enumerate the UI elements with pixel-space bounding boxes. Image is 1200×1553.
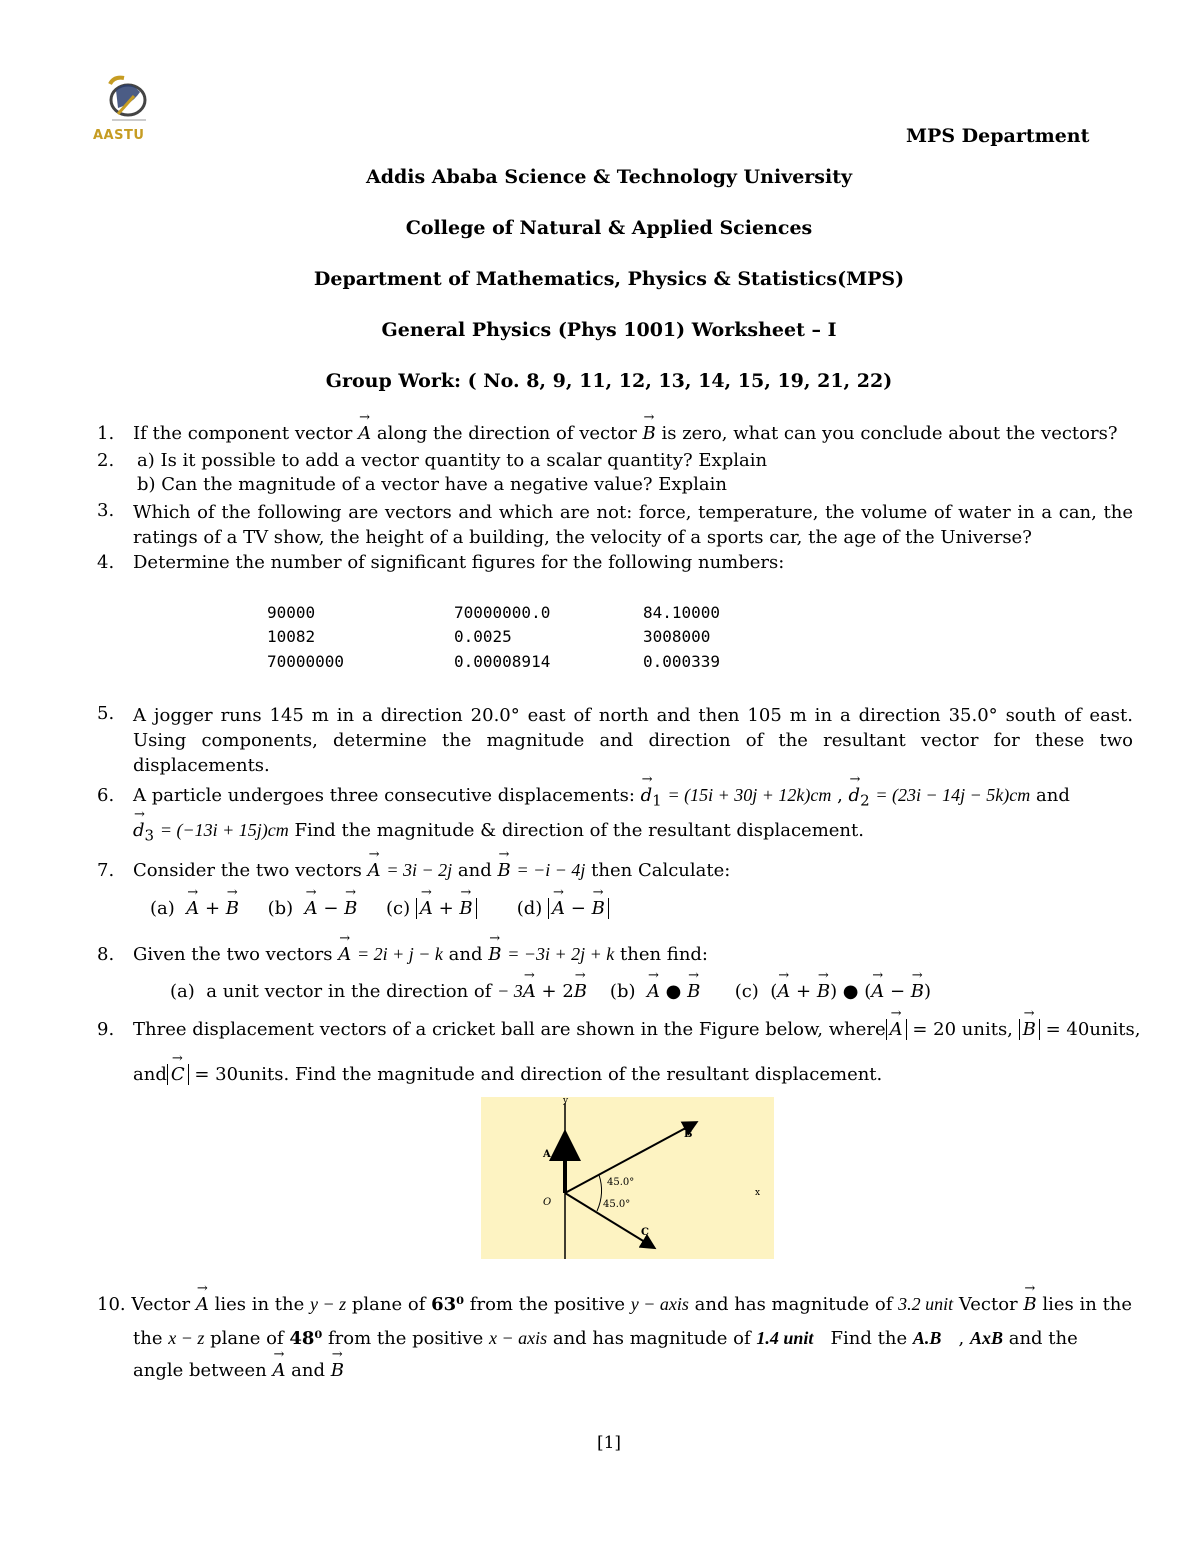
group-work: Group Work: ( No. 8, 9, 11, 12, 13, 14, 15, 19, 21, 22) <box>325 370 893 392</box>
angle-arc <box>597 1175 602 1211</box>
sigfig-value: 84.10000 <box>643 603 721 622</box>
x-axis-label: x <box>755 1188 761 1198</box>
question-9-line1: Three displacement vectors of a cricket ball are shown in the Figure below, where→ A = 20 units, → B = 40units, <box>133 1019 1140 1040</box>
question-4: Determine the number of significant figures for the following numbers: <box>133 552 785 573</box>
question-8-parts: (a) a unit vector in the direction of − 3→ A + 2→ B (b) → A ● → B (c) (→ A + → B) ● (→ A − → B) <box>170 981 931 1002</box>
question-number: 8. <box>97 944 115 965</box>
angle-label-1: 45.0° <box>607 1177 635 1188</box>
sigfig-value: 0.00008914 <box>454 652 551 671</box>
department-name: Department of Mathematics, Physics & Statistics(MPS) <box>313 268 905 290</box>
sigfig-value: 70000000 <box>267 652 345 671</box>
sigfig-value: 3008000 <box>643 627 711 646</box>
sigfig-value: 0.000339 <box>643 652 721 671</box>
question-10-line3: angle between → A and → B <box>133 1360 344 1381</box>
question-number: 2. <box>97 450 115 471</box>
question-number: 3. <box>97 500 115 521</box>
sigfig-value: 70000000.0 <box>454 603 551 622</box>
vector-a-label: A <box>543 1149 551 1160</box>
vector-c-label: C <box>641 1227 649 1238</box>
university-name: Addis Ababa Science & Technology University <box>365 166 853 188</box>
page-number: [1] <box>596 1433 622 1453</box>
question-2b: b) Can the magnitude of a vector have a negative value? Explain <box>137 474 727 495</box>
question-number: 9. <box>97 1019 115 1040</box>
question-number: 4. <box>97 552 115 573</box>
question-6-line2: → $d_3 = (-13i + 15j)cm$ Find the magnitude & direction of the resultant displacement. <box>133 820 864 845</box>
question-number: 1. <box>97 423 115 444</box>
question-number: 5. <box>97 703 115 724</box>
college-name: College of Natural & Applied Sciences <box>405 217 813 239</box>
course-title: General Physics (Phys 1001) Worksheet – I <box>381 319 837 341</box>
vector-b-label: B <box>684 1129 693 1140</box>
y-axis-label: y <box>563 1097 569 1106</box>
question-7-parts: (a) → A + → B (b) → A − → B (c) → A + → B (d) → A − → B <box>150 898 609 919</box>
question-1: If the component vector → A along the direction of vector → B is zero, what can you conclude about the vectors? <box>133 423 1118 444</box>
question-7-line1: Consider the two vectors → A = 3i − 2j and → B = −i − 4j then Calculate: <box>133 860 730 881</box>
question-2a: a) Is it possible to add a vector quantity to a scalar quantity? Explain <box>137 450 768 471</box>
sigfig-value: 0.0025 <box>454 627 512 646</box>
question-9-line2: and→ C = 30units. Find the magnitude and direction of the resultant displacement. <box>133 1064 882 1085</box>
question-3: Which of the following are vectors and which are not: force, temperature, the volume of water in a can, the ratings of a TV show, the height of a building, the velocity of a sports car, the age of the Universe? <box>133 502 1133 548</box>
vector-figure <box>481 1097 774 1259</box>
department-short: MPS Department <box>906 125 1090 147</box>
question-number: 6. <box>97 785 115 806</box>
sigfig-value: 90000 <box>267 603 316 622</box>
angle-label-2: 45.0° <box>603 1199 631 1210</box>
question-10-line2: the x − z plane of 48⁰ from the positive x − axis and has magnitude of 1.4 unit Find the A.B , AxB and the <box>133 1328 1078 1349</box>
question-8-line1: Given the two vectors → A = 2i + j − k and → B = −3i + 2j + k then find: <box>133 944 708 965</box>
sigfig-value: 10082 <box>267 627 316 646</box>
question-5: A jogger runs 145 m in a direction 20.0° east of north and then 105 m in a direction 35.0° south of east. Using components, determine the magnitude and direction of the resultant vector for these two displacements. <box>133 705 1133 776</box>
origin-label: O <box>543 1197 552 1208</box>
question-number: 7. <box>97 860 115 881</box>
vector-diagram <box>481 1097 774 1259</box>
question-10-line1: 10. Vector → A lies in the y − z plane of 63⁰ from the positive y − axis and has magnitude of 3.2 unit Vector → B lies in the <box>97 1294 1132 1315</box>
logo-text: AASTU <box>93 128 145 143</box>
question-6-line1: A particle undergoes three consecutive displacements: → $d_1 = (15i + 30j + 12k)cm$ , → $d_2 = (23i - 14j - 5k)cm$ and <box>133 785 1070 810</box>
